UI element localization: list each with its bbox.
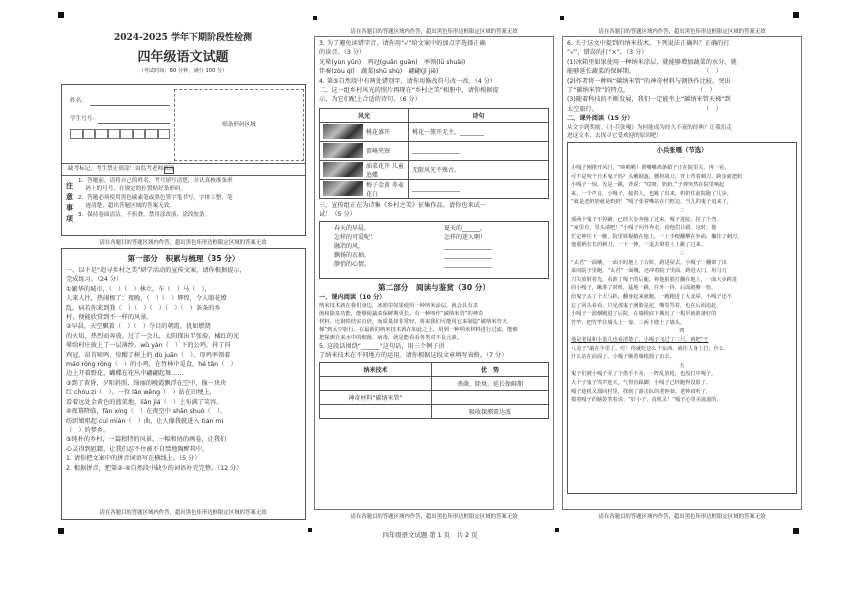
- text-line: 能够延长蔬菜的保鲜期。 （ ）: [567, 68, 722, 76]
- text-line: 4. 第⑤自然段中有两处错别字，请你用修改符号改一改。（4 分）: [319, 77, 497, 85]
- passage-line: 材料，比钢铁结实百倍，而质量却非常轻，将来我们可能用它来制造“碳纳米管天: [319, 319, 508, 326]
- table-row: 桃花盛开 桃花一簇开无主，________: [320, 122, 549, 141]
- corner-marker: [793, 12, 799, 18]
- text-line: 边上开着野花，蝴蝶在花丛中翩翩起舞……: [66, 370, 184, 378]
- text-line: 5. 这段话围绕“______”这句话，用三个例子讲: [319, 343, 445, 351]
- nano-tech-table: [319, 362, 549, 419]
- answer-region-banner: 请在各题目的答题区域内作答，超出黑色矩形边框限定区域的答案无效: [350, 29, 518, 35]
- id-boxes[interactable]: [70, 129, 170, 139]
- notes-list: 1．答题前，请将自己的姓名、考号填写清楚，并认真核准条形 码上的号号，在规定的位置贴好条形码。 2．答题必须使用黑色碳素笔或黑色签字笔书写，字体工整、笔 迹清楚，超出答题区域的答案无效。 3．保持卷面清洁，不折叠，禁用涂改液、涂改胶条。: [78, 178, 233, 218]
- text-line: 人来人往，热闹极了；夜晚，（ ）（ ）辉煌，令人眼花缭: [66, 295, 227, 303]
- part1-title: 第一部分 积累与梳理（35 分）: [127, 254, 240, 263]
- answer-cell[interactable]: [432, 390, 549, 404]
- answer-region-banner: 请在各题目的答题区域内作答，超出黑色矩形边框限定区域的答案无效: [99, 240, 267, 246]
- text-line: 的读音。（3 分）: [319, 49, 366, 57]
- poem-answer-cell[interactable]: ________________: [409, 179, 549, 198]
- landscape-photo: [323, 181, 363, 196]
- text-line: 伴奏(zòu qī) 蔬菜(shū shù) 翩翩(jì jiē): [319, 68, 439, 76]
- year-title: 2024-2025 学年下期阶段性检测: [114, 33, 252, 43]
- poem-answer-cell[interactable]: 无限风光不殊古。: [409, 160, 549, 179]
- text-line: 红 chóu zi（ ）。一位 lǎo wēng（ ）站在田埂上，: [66, 389, 216, 397]
- table-row: 雷峰夹寮 ________________: [320, 141, 549, 160]
- part2-title: 第二部分 阅读与鉴赏（30 分）: [378, 282, 490, 292]
- text-line: 看着远处金黄色的蓝菜地，liǎn jiá（ ）上布满了笑容。: [66, 398, 223, 406]
- name-line: [90, 105, 170, 106]
- story-text: 一 小嘎子刚推开风门，“咚哟哟！黄嘴嘴鸡条蛤子正在院里关，再一看， 可不是咬个日本鬼子吗？头戴钢盔，腰挎战刀，背上背着刺刀。跨步就把奶 小嘎子一惊，先是一跳，背说：“哎呀，奶奶。”子弹突然在院里响起 来，一个声音，小嘎子，接着人，也跳了出来，奶奶往前院跑了几步。 “就是老奶奶就是奶奶！”嘎子张着嘴站在门框边，当儿的鬼子追来了， 二 那两个鬼子不停蹄，已经大步奔撞了过来。嘎子进院，拐了个弯， “家里有，里头请吧！”小嘎子向外奔走，给他们让路。这时，他 忙定神往下一瞧，院里铁棍戳在地上，一上手便翻攀在外面，攥住了刺刀。 他那柄长长的刺刀，一下一伸，一退去窜着上上跳了过来。 三 “太君”一面嚷，一面不时地上了台阶，跨进屋去。小嘎子一翻窜了出 来向院子里跑。“太君”一面嚷，还冲着院子里面，跨进大门，用马刀 刀尖放射着光，看准了嘎子的后腿。将他狠狠打翻在地上，一面大步跨进 的小嘎子，瞅准了时机，猛地一跳，往外一抖，后面胳膊一扭， 给鬼子丢了个大马趴，翻身起来就跑。一跑跑进了大北屋，小嘎子还不 忘了回头看看，只见那鬼子满脸是泥，嘴里骂着，也在后面追赶。 小嘎子一溜烟跑进了后院，在墙根底下搬出了一根早就准备好的 竹竿，把竹竿往墙头上一靠，三两下爬上了墙头。 四 他是老鼠和小蛋儿也看清楚了，小嘎子飞过了三尺，就把“王 八盖子”敲在手里了。叮！你就吃这么个东西，就往人身上打，什么 什么站在前面了，小嘎子顺着墙根溜了出去。 五 鬼子们被小嘎子弄了个措手不及，一阵乱放枪，也没打中嘎子。 大个子鬼子骂声连天，气得直跺脚，小嘎子已经跑得没影了。 嘎子趁机又溜回村里，找到了游击队的老钟叔。老钟叔听了， 摸着嘎子的脑袋笑着说：“好小子，真机灵！”嘎子心里美滋滋的。: [571, 156, 743, 404]
- column-1: [58, 24, 308, 520]
- text-line: máo róng róng（ ）的小鸡，在竹林中觅食，hé tān（ ）: [66, 361, 237, 369]
- table-header: 诗句: [409, 108, 549, 122]
- text-line: 示，为它们配上合适的诗句。（6 分）: [319, 96, 421, 104]
- text-line: 1. 请你把文案中的拼音词语写在横线上。（5 分）: [66, 455, 201, 463]
- text-line: 乱。病若你来到我（ ）（ ）（ ）（ ）（ ）条条的乡: [66, 304, 221, 312]
- answer-cell[interactable]: [320, 376, 432, 390]
- text-line: 3. 为了避免读错字音，请你用“√”给文案中的加点字选择正确: [319, 40, 486, 47]
- page-footer: 四年级语文试题 第 1 页 共 2 页: [382, 531, 478, 539]
- info-box: [61, 84, 306, 236]
- q3-block: [315, 200, 553, 221]
- text-line: （ ）的梦乡。: [66, 426, 110, 434]
- text-line: 从文字到奖励。《小兵张嘎》为何能成为经久不衰的经典？让我们走: [567, 124, 733, 131]
- poem-answer-cell[interactable]: ________________: [409, 141, 549, 160]
- text-line: ①繁华的城市，（ ）（ ）林立，车（ ）马（ ），: [66, 285, 211, 293]
- divider: [62, 175, 305, 176]
- student-id-label: 学生号号：: [70, 116, 98, 122]
- answer-region-banner: 请在各题目的答题区域内作答，超出黑色矩形边框限定区域的答案无效: [99, 510, 267, 516]
- table-header: 纳米技术: [320, 362, 432, 376]
- text-line: 2. 根据拼音，把第②-④自然段中缺少的词语补充完整。（12 分）: [66, 464, 243, 472]
- table-header: 优 势: [432, 362, 549, 376]
- column-2: [314, 36, 554, 510]
- text-line: ④夜幕降临，fān xíng（ ）在夜空中 shǎn shuò（ ），: [66, 408, 227, 416]
- corner-marker: [313, 16, 317, 20]
- text-line: 三、宣传组正在为诗集《乡村之美》征集作品。请你也来试一: [319, 201, 487, 209]
- passage-line: 纳米技术就在我们身边，冰箱里如果使用一种纳米涂层，就会具有杀: [319, 303, 478, 310]
- exam-info: （考试时间：80 分钟，满分 100 分）: [138, 68, 228, 74]
- answer-cell[interactable]: [320, 404, 432, 418]
- main-title: 四年级语文试题: [137, 50, 229, 65]
- text-line: 了纳米技术在不同地方的运用。请你根据这段文章填写表格。（7 分）: [319, 352, 508, 360]
- landscape-photo: [323, 143, 363, 158]
- text-line: 二、这一组乡村风光的照片再现在“乡村之美”相册中，请你根据提: [319, 87, 499, 95]
- text-line: 光晕(yùn yūn) 鸡冠(guān guàn) 率领(lǜ shuài): [319, 58, 466, 66]
- scenery-poem-table: [319, 108, 549, 199]
- table-row: 吸收探测雷达波: [320, 404, 549, 418]
- landscape-photo: [323, 124, 363, 139]
- poem-left: 春天的早晨， 怎样的可爱呢！ 融冶的风， 飘扬的衣袖， 静悄的心情。: [334, 224, 377, 268]
- corner-marker: [58, 12, 64, 18]
- section-heading: 二、课外阅读（15 分）: [567, 115, 634, 123]
- text-line: 进这文本，去探寻它受欢迎的原因吧！: [567, 133, 663, 140]
- id-line: [98, 123, 170, 124]
- text-line: (1)冰箱里如果使用一种纳米涂层，就能够增加蔬菜的水分，就: [567, 58, 737, 66]
- text-line: 完成练习。（24 分）: [66, 276, 123, 284]
- passage-line: 把探测自来水中的细菌、病毒，就是能看看各类对不良元素。: [319, 335, 463, 342]
- answer-region-banner: 请在各题目的答题区域内作答，超出黑色矩形边框限定区域的答案无效: [598, 514, 766, 520]
- notes-title: 注意事项: [66, 182, 73, 223]
- absent-label: 缺考标记，考生禁止填涂！由监考老师填涂: [68, 166, 175, 172]
- reading-block: [315, 293, 553, 361]
- text-line: (3)随着科技的不断发展，我们一定能坐上“碳纳米管天梯”到: [567, 96, 731, 104]
- text-line: 村，便能欣赏到不一样的风景。: [66, 314, 153, 322]
- text-line: ②早晨，天空飘着（ ）（ ）夺目的朝霞，犹如燃烧: [66, 323, 211, 331]
- barcode-area: 贴条形码区域: [174, 89, 304, 161]
- column-3: [562, 36, 802, 510]
- text-line: 的火焰，热烈而奔放。过了一会儿，太阳探出半张脸，橘红的光: [66, 332, 240, 340]
- text-line: “√”，错误的打“×”。（3 分）: [567, 49, 648, 57]
- poem-answer-cell[interactable]: 桃花一簇开无主，________: [409, 122, 549, 141]
- answer-region-banner: 请在各题目的答题区域内作答，超出黑色矩形边框限定区域的答案无效: [350, 514, 518, 520]
- passage-line: 梯”到太空旅行。在最新的纳米技术就在如此之上，用到一种纳米材料进行过滤，能够: [319, 327, 518, 334]
- text-line: 试！（5 分）: [319, 211, 356, 219]
- reading-title: 一、课内阅读（10 分）: [319, 293, 386, 301]
- part1-box: [61, 248, 306, 520]
- part1-content: [62, 264, 305, 475]
- corner-marker: [560, 16, 564, 20]
- q6-block: [563, 37, 801, 142]
- text-line: 鸡冠、昂首啼鸣，惊醒了树上的 dù juān（ ）。母鸡率领着: [66, 351, 231, 359]
- passage-line: 菌和除臭功能，能够使蔬菜保鲜期更长。有一种叫作“碳纳米管”的神奇: [319, 311, 484, 318]
- text-line: (2)作者将一种叫“碳纳米管”的神奇材料与钢铁作比较，突出: [567, 77, 731, 85]
- text-line: 一、以下是“追寻乡村之美”研学活动的宣传文案，请你根据提示，: [66, 267, 246, 274]
- table-row: 杀菌、除臭、延长保鲜期: [320, 376, 549, 390]
- answer-region-banner: 请在各题目的答题区域内作答，超出黑色矩形边框限定区域的答案无效: [598, 29, 766, 35]
- table-row: 梅子金黄 荞麦花白 ________________: [320, 179, 549, 198]
- table-row: 神奇材料“碳纳米管”: [320, 390, 549, 404]
- story-box: [567, 142, 797, 494]
- text-line: 心灵得到慰藉，让我们忍不住被不自禁地陶醉其中。: [66, 445, 209, 453]
- poem-writing-box[interactable]: [319, 221, 549, 279]
- absent-checkbox[interactable]: [164, 167, 174, 174]
- poem-right: 夏天的______， 怎样的迷人啊！ ________________ ________________ ________________: [444, 224, 492, 268]
- text-line: 6. 关于这文中提到的纳米技术，下列说法正确吗？正确的打: [567, 40, 730, 47]
- table-row: 油菜花开 儿童追蝶 无限风光不殊古。: [320, 160, 549, 179]
- text-line: 了“碳纳米管”的特点。 （ ）: [567, 87, 716, 95]
- q-block: [315, 37, 553, 107]
- text-line: 纺织娘唱起 cuì mián（ ）曲，让人像我就进入 tián mì: [66, 417, 224, 425]
- table-header: 风光: [320, 108, 409, 122]
- divider: [62, 163, 305, 164]
- text-line: ③到了黄昏，夕阳斜照，绮丽的晚霞飘浮在空中，像一块块: [66, 379, 227, 387]
- text-line: ⑤纯朴的乡村，一篇独特的风景，一幅和协的画卷，让我们: [66, 436, 227, 444]
- text-line: 太空旅行。 （ ）: [567, 105, 722, 113]
- text-line: 晕给村庄披上了一层薄纱。wǔ yàn（ ）下的公鸡，抖了抖: [66, 342, 231, 350]
- name-label: 姓名：: [70, 98, 87, 104]
- landscape-photo: [323, 162, 363, 177]
- story-title: 小兵张嘎（节选）: [656, 146, 708, 155]
